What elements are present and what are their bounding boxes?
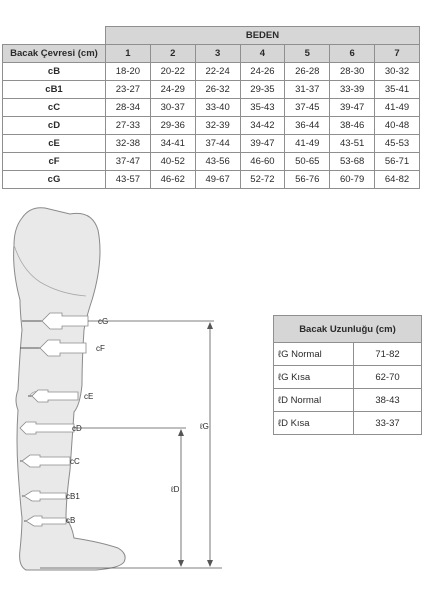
- table-cell: 29-35: [240, 80, 285, 98]
- table-row: [3, 62, 420, 80]
- table-cell: 41-49: [285, 134, 330, 152]
- size-group-header: BEDEN: [106, 27, 420, 45]
- table-cell: 24-29: [150, 80, 195, 98]
- size-chart-header-row: [3, 44, 420, 62]
- table-cell: 39-47: [240, 134, 285, 152]
- row-header-label: Bacak Çevresi (cm): [3, 44, 106, 62]
- table-cell: 29-36: [150, 116, 195, 134]
- table-cell: 27-33: [106, 116, 151, 134]
- table-cell: 32-39: [195, 116, 240, 134]
- size-chart-corner: [3, 27, 106, 45]
- table-cell: 52-72: [240, 170, 285, 188]
- table-cell: 33-39: [330, 80, 375, 98]
- label-lg: ℓG: [200, 422, 209, 431]
- size-header-cell: 1: [106, 44, 151, 62]
- table-cell: 26-32: [195, 80, 240, 98]
- table-cell: 35-43: [240, 98, 285, 116]
- row-label: cG: [3, 170, 106, 188]
- table-cell: 28-34: [106, 98, 151, 116]
- label-cd: cD: [72, 424, 82, 433]
- table-cell: 38-46: [330, 116, 375, 134]
- table-row: [3, 98, 420, 116]
- table-cell: 20-22: [150, 62, 195, 80]
- label-cg: cG: [98, 317, 109, 326]
- leg-length-body: [274, 343, 422, 435]
- size-chart-group-row: [3, 27, 420, 45]
- table-cell: 43-56: [195, 152, 240, 170]
- table-cell: 56-71: [375, 152, 420, 170]
- row-label: cB: [3, 62, 106, 80]
- table-cell: 46-60: [240, 152, 285, 170]
- length-value: 71-82: [354, 343, 422, 366]
- leg-length-header-row: [274, 316, 422, 343]
- table-cell: 37-45: [285, 98, 330, 116]
- table-cell: 22-24: [195, 62, 240, 80]
- table-row: [3, 170, 420, 188]
- table-cell: 26-28: [285, 62, 330, 80]
- length-value: 38-43: [354, 389, 422, 412]
- table-cell: 18-20: [106, 62, 151, 80]
- table-cell: 41-49: [375, 98, 420, 116]
- table-row: [3, 134, 420, 152]
- size-header-cell: 3: [195, 44, 240, 62]
- circumference-marker-cg: [22, 313, 214, 329]
- label-cb: cB: [66, 516, 76, 525]
- size-header-cell: 6: [330, 44, 375, 62]
- table-row: [274, 366, 422, 389]
- row-label: cE: [3, 134, 106, 152]
- circumference-marker-cd: [20, 422, 186, 434]
- label-cf: cF: [96, 344, 105, 353]
- table-cell: 32-38: [106, 134, 151, 152]
- leg-length-table: [273, 315, 422, 435]
- table-cell: 49-67: [195, 170, 240, 188]
- table-cell: 31-37: [285, 80, 330, 98]
- row-label: cB1: [3, 80, 106, 98]
- length-label: ℓD Kısa: [274, 412, 354, 435]
- table-cell: 34-42: [240, 116, 285, 134]
- table-cell: 43-51: [330, 134, 375, 152]
- table-cell: 56-76: [285, 170, 330, 188]
- leg-measurement-diagram: [0, 200, 260, 600]
- size-header-cell: 2: [150, 44, 195, 62]
- length-label: ℓG Kısa: [274, 366, 354, 389]
- table-cell: 64-82: [375, 170, 420, 188]
- size-header-cell: 4: [240, 44, 285, 62]
- table-cell: 50-65: [285, 152, 330, 170]
- length-dimension-ld: [178, 429, 184, 567]
- circumference-marker-cc: [20, 455, 70, 467]
- row-label: cD: [3, 116, 106, 134]
- table-cell: 33-40: [195, 98, 240, 116]
- table-cell: 36-44: [285, 116, 330, 134]
- table-cell: 39-47: [330, 98, 375, 116]
- table-row: [3, 152, 420, 170]
- table-cell: 30-37: [150, 98, 195, 116]
- length-value: 33-37: [354, 412, 422, 435]
- table-cell: 37-47: [106, 152, 151, 170]
- table-cell: 43-57: [106, 170, 151, 188]
- row-label: cF: [3, 152, 106, 170]
- table-cell: 28-30: [330, 62, 375, 80]
- size-chart-table: [2, 26, 420, 189]
- table-cell: 46-62: [150, 170, 195, 188]
- table-cell: 35-41: [375, 80, 420, 98]
- table-cell: 23-27: [106, 80, 151, 98]
- table-row: [3, 116, 420, 134]
- table-row: [274, 412, 422, 435]
- table-row: [274, 343, 422, 366]
- label-cb1: cB1: [66, 492, 80, 501]
- label-ce: cE: [84, 392, 94, 401]
- size-header-cell: 5: [285, 44, 330, 62]
- table-cell: 37-44: [195, 134, 240, 152]
- label-cc: cC: [70, 457, 80, 466]
- table-row: [274, 389, 422, 412]
- size-chart-body: [3, 62, 420, 188]
- leg-length-title: Bacak Uzunluğu (cm): [274, 316, 422, 343]
- size-header-cell: 7: [375, 44, 420, 62]
- row-label: cC: [3, 98, 106, 116]
- table-cell: 60-79: [330, 170, 375, 188]
- table-row: [3, 80, 420, 98]
- length-label: ℓD Normal: [274, 389, 354, 412]
- table-cell: 24-26: [240, 62, 285, 80]
- label-ld: ℓD: [171, 485, 180, 494]
- table-cell: 40-48: [375, 116, 420, 134]
- table-cell: 40-52: [150, 152, 195, 170]
- table-cell: 34-41: [150, 134, 195, 152]
- length-value: 62-70: [354, 366, 422, 389]
- table-cell: 45-53: [375, 134, 420, 152]
- table-cell: 53-68: [330, 152, 375, 170]
- length-label: ℓG Normal: [274, 343, 354, 366]
- table-cell: 30-32: [375, 62, 420, 80]
- length-dimension-lg: [207, 322, 213, 567]
